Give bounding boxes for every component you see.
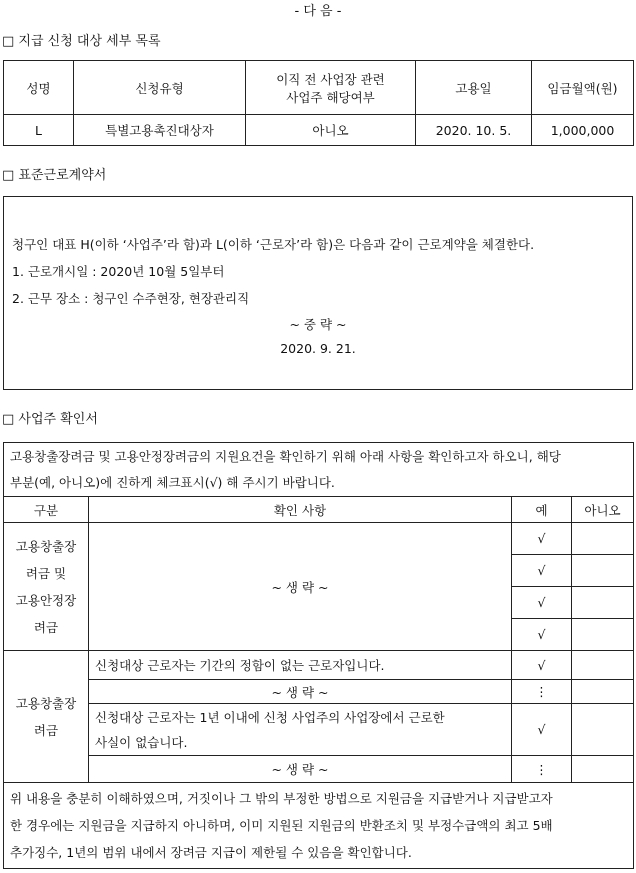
group1-omitted: ~ 생 략 ~ (89, 523, 512, 651)
group2-row2-check-no[interactable] (572, 680, 634, 704)
intro-line-1: 고용창출장려금 및 고용안정장려금의 지원요건을 확인하기 위해 아래 사항을 확인하고자 하오니, 해당 (10, 448, 561, 464)
table-row (4, 680, 634, 704)
contract-line-2: 1. 근로개시일 : 2020년 10월 5일부터 (12, 264, 225, 279)
col-header-related-line1: 이직 전 사업장 관련 (276, 71, 385, 87)
group1-label-line: 고용창출장 (15, 538, 77, 554)
confirmation-intro (4, 443, 634, 497)
group2-row1-check-no[interactable] (572, 651, 634, 680)
col-header-no: 아니오 (572, 497, 634, 523)
group1-label-line: 려금 및 (25, 565, 67, 581)
confirmation-footer (4, 783, 634, 869)
footer-line-3: 추가징수, 1년의 범위 내에서 장려금 지급이 제한될 수 있음을 확인합니다. (10, 845, 412, 860)
group2-label-line: 려금 (33, 722, 59, 738)
confirmation-table (3, 442, 634, 869)
table-row (4, 756, 634, 783)
table-row (4, 115, 634, 146)
group1-check-no[interactable] (572, 523, 634, 555)
group2-row3-text (89, 704, 512, 756)
col-header-type: 신청유형 (74, 61, 246, 115)
section-title-confirmation: □ 사업주 확인서 (2, 412, 98, 427)
section-title-target-list: □ 지급 신청 대상 세부 목록 (2, 34, 161, 49)
cell-name: L (4, 115, 74, 146)
group2-row1-check-yes[interactable]: √ (512, 651, 572, 680)
group2-row3-line2: 사실이 없습니다. (95, 734, 188, 750)
group2-row3-check-yes[interactable]: √ (512, 704, 572, 756)
group2-row3-check-no[interactable] (572, 704, 634, 756)
group1-check-yes[interactable]: √ (512, 619, 572, 651)
col-header-date: 고용일 (416, 61, 532, 115)
col-header-name: 성명 (4, 61, 74, 115)
group2-row2-text: ~ 생 략 ~ (89, 680, 512, 704)
contract-box (3, 196, 633, 390)
group2-row2-check-yes[interactable]: ⋮ (512, 680, 572, 704)
cell-wage: 1,000,000 (532, 115, 634, 146)
table-row (4, 523, 634, 555)
group1-check-yes[interactable]: √ (512, 555, 572, 587)
contract-date: 2020. 9. 21. (280, 341, 356, 356)
col-header-yes: 예 (512, 497, 572, 523)
group2-row3-line1: 신청대상 근로자는 1년 이내에 신청 사업주의 사업장에서 근로한 (95, 709, 445, 725)
footer-line-2: 한 경우에는 지원금을 지급하지 아니하며, 이미 지원된 지원금의 반환조치 및 부정수급액의 최고 5배 (10, 818, 553, 833)
group1-check-no[interactable] (572, 587, 634, 619)
group1-label (4, 523, 89, 651)
document-heading: - 다 음 - (294, 4, 342, 19)
group2-row4-text: ~ 생 략 ~ (89, 756, 512, 783)
group1-label-line: 려금 (33, 619, 59, 635)
intro-line-2: 부분(예, 아니오)에 진하게 체크표시(√) 해 주시기 바랍니다. (10, 474, 335, 490)
group1-check-yes[interactable]: √ (512, 587, 572, 619)
contract-line-3: 2. 근무 장소 : 청구인 수주현장, 현장관리직 (12, 291, 250, 306)
col-header-wage: 임금월액(원) (532, 61, 634, 115)
group2-label-line: 고용창출장 (15, 695, 77, 711)
group1-label-line: 고용안정장 (15, 592, 77, 608)
cell-related: 아니오 (246, 115, 416, 146)
contract-omitted: ~ 중 략 ~ (289, 317, 347, 332)
col-header-item: 확인 사항 (89, 497, 512, 523)
group2-row4-check-no[interactable] (572, 756, 634, 783)
group2-label (4, 651, 89, 783)
cell-date: 2020. 10. 5. (416, 115, 532, 146)
group1-check-no[interactable] (572, 555, 634, 587)
table-row (4, 651, 634, 680)
section-title-contract: □ 표준근로계약서 (2, 168, 107, 183)
col-header-related (246, 61, 416, 115)
col-header-category: 구분 (4, 497, 89, 523)
group1-check-yes[interactable]: √ (512, 523, 572, 555)
group1-check-no[interactable] (572, 619, 634, 651)
cell-type: 특별고용촉진대상자 (74, 115, 246, 146)
group2-row1-text: 신청대상 근로자는 기간의 정함이 없는 근로자입니다. (89, 651, 512, 680)
table-row (4, 704, 634, 756)
col-header-related-line2: 사업주 해당여부 (286, 89, 375, 105)
footer-line-1: 위 내용을 충분히 이해하였으며, 거짓이나 그 밖의 부정한 방법으로 지원금을 지급받거나 지급받고자 (10, 791, 553, 806)
contract-line-1: 청구인 대표 H(이하 ‘사업주’라 함)과 L(이하 ‘근로자’라 함)은 다음과 같이 근로계약을 체결한다. (12, 237, 535, 252)
target-list-table (3, 60, 634, 146)
group2-row4-check-yes[interactable]: ⋮ (512, 756, 572, 783)
